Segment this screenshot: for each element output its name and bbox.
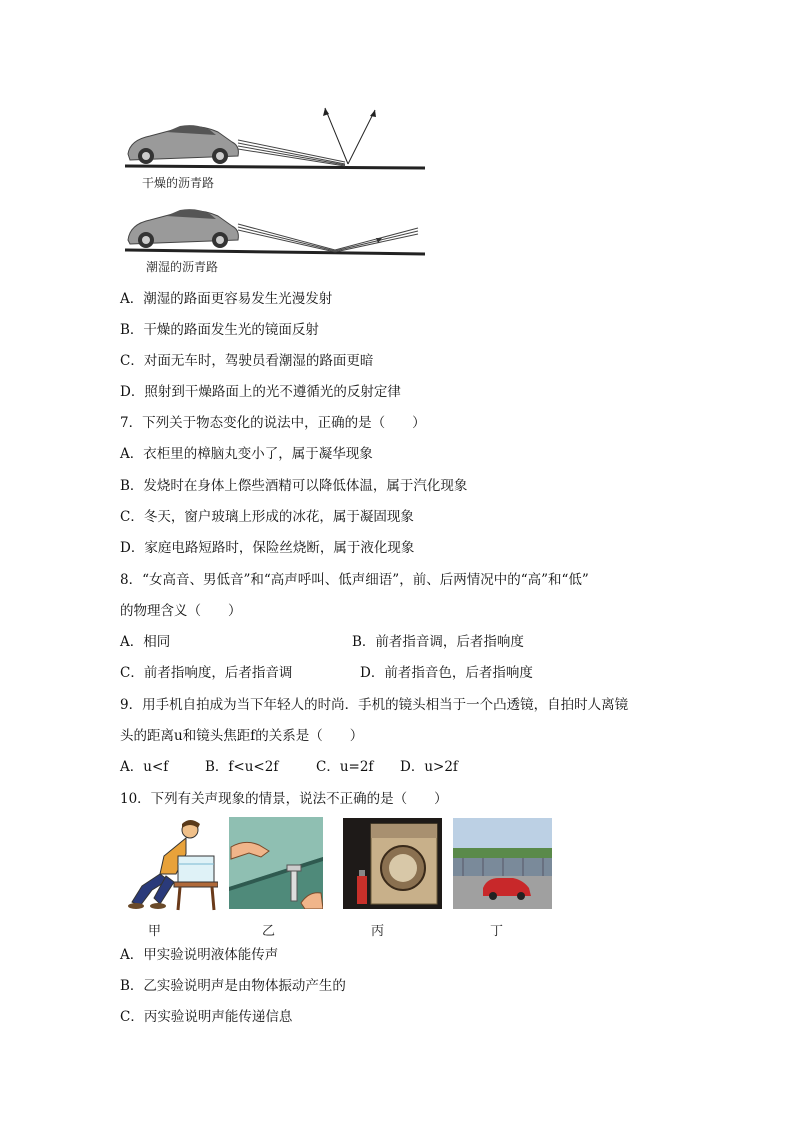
q8-option-d: D．前者指音色，后者指响度	[360, 665, 533, 681]
wet-road-caption: 潮湿的沥青路	[146, 260, 219, 274]
label-jia: 甲	[148, 924, 162, 939]
q9-option-b: B．f<u<2f	[205, 759, 279, 775]
label-yi: 乙	[262, 924, 276, 939]
person-fish-tank-illustration	[120, 816, 218, 912]
wet-road-scene	[125, 209, 425, 254]
q9-stem-line1: 9．用手机自拍成为当下年轻人的时尚．手机的镜头相当于一个凸透镜，自拍时人离镜	[120, 697, 629, 713]
q7-stem: 7．下列关于物态变化的说法中，正确的是（ ）	[120, 415, 426, 431]
label-bing: 丙	[371, 924, 385, 939]
q8-option-c: C．前者指响度，后者指音调	[120, 665, 293, 681]
picture-ding	[453, 818, 552, 909]
q8-stem-line1: 8．“女高音、男低音”和“高声呼叫、低声细语”，前、后两情况中的“高”和“低”	[120, 572, 589, 588]
q9-option-a: A．u<f	[120, 759, 169, 775]
picture-bing	[343, 818, 442, 909]
car-sound-barrier-illustration	[453, 818, 552, 909]
q9-option-c: C．u=2f	[316, 759, 374, 775]
hand-table-illustration	[229, 817, 323, 909]
q10-option-c: C．丙实验说明声能传递信息	[120, 1009, 293, 1025]
q9-stem-line2: 头的距离u和镜头焦距f的关系是（ ）	[120, 728, 364, 744]
q10-option-a: A．甲实验说明液体能传声	[120, 947, 279, 963]
label-ding: 丁	[490, 924, 504, 939]
washing-machine-illustration	[343, 818, 442, 909]
q7-option-b: B．发烧时在身体上傺些酒精可以降低体温，属于汽化现象	[120, 478, 468, 494]
picture-yi	[229, 817, 323, 909]
q6-option-a: A．潮湿的路面更容易发生光漫发射	[120, 291, 333, 307]
dry-road-caption: 干燥的沥青路	[142, 176, 215, 190]
q10-option-b: B．乙实验说明声是由物体振动产生的	[120, 978, 346, 994]
q6-option-d: D．照射到干燥路面上的光不遵循光的反射定律	[120, 384, 401, 400]
q6-option-c: C．对面无车时，驾驶员看潮湿的路面更暗	[120, 353, 374, 369]
q9-option-d: D．u>2f	[400, 759, 458, 775]
picture-jia	[120, 816, 218, 912]
q8-stem-line2: 的物理含义（ ）	[120, 603, 242, 619]
q6-option-b: B．干燥的路面发生光的镜面反射	[120, 322, 319, 338]
q8-option-b: B．前者指音调，后者指响度	[352, 634, 524, 650]
q8-option-a: A．相同	[120, 634, 171, 650]
q7-option-d: D．家庭电路短路时，保险丝烧断，属于液化现象	[120, 540, 415, 556]
dry-road-scene	[125, 108, 425, 168]
q10-stem: 10．下列有关声现象的情景，说法不正确的是（ ）	[120, 791, 448, 807]
q7-option-a: A．衣柜里的樟脑丸变小了，属于凝华现象	[120, 446, 373, 462]
road-reflection-figure	[120, 104, 430, 276]
q7-option-c: C．冬天，窗户玻璃上形成的冰花，属于凝固现象	[120, 509, 414, 525]
